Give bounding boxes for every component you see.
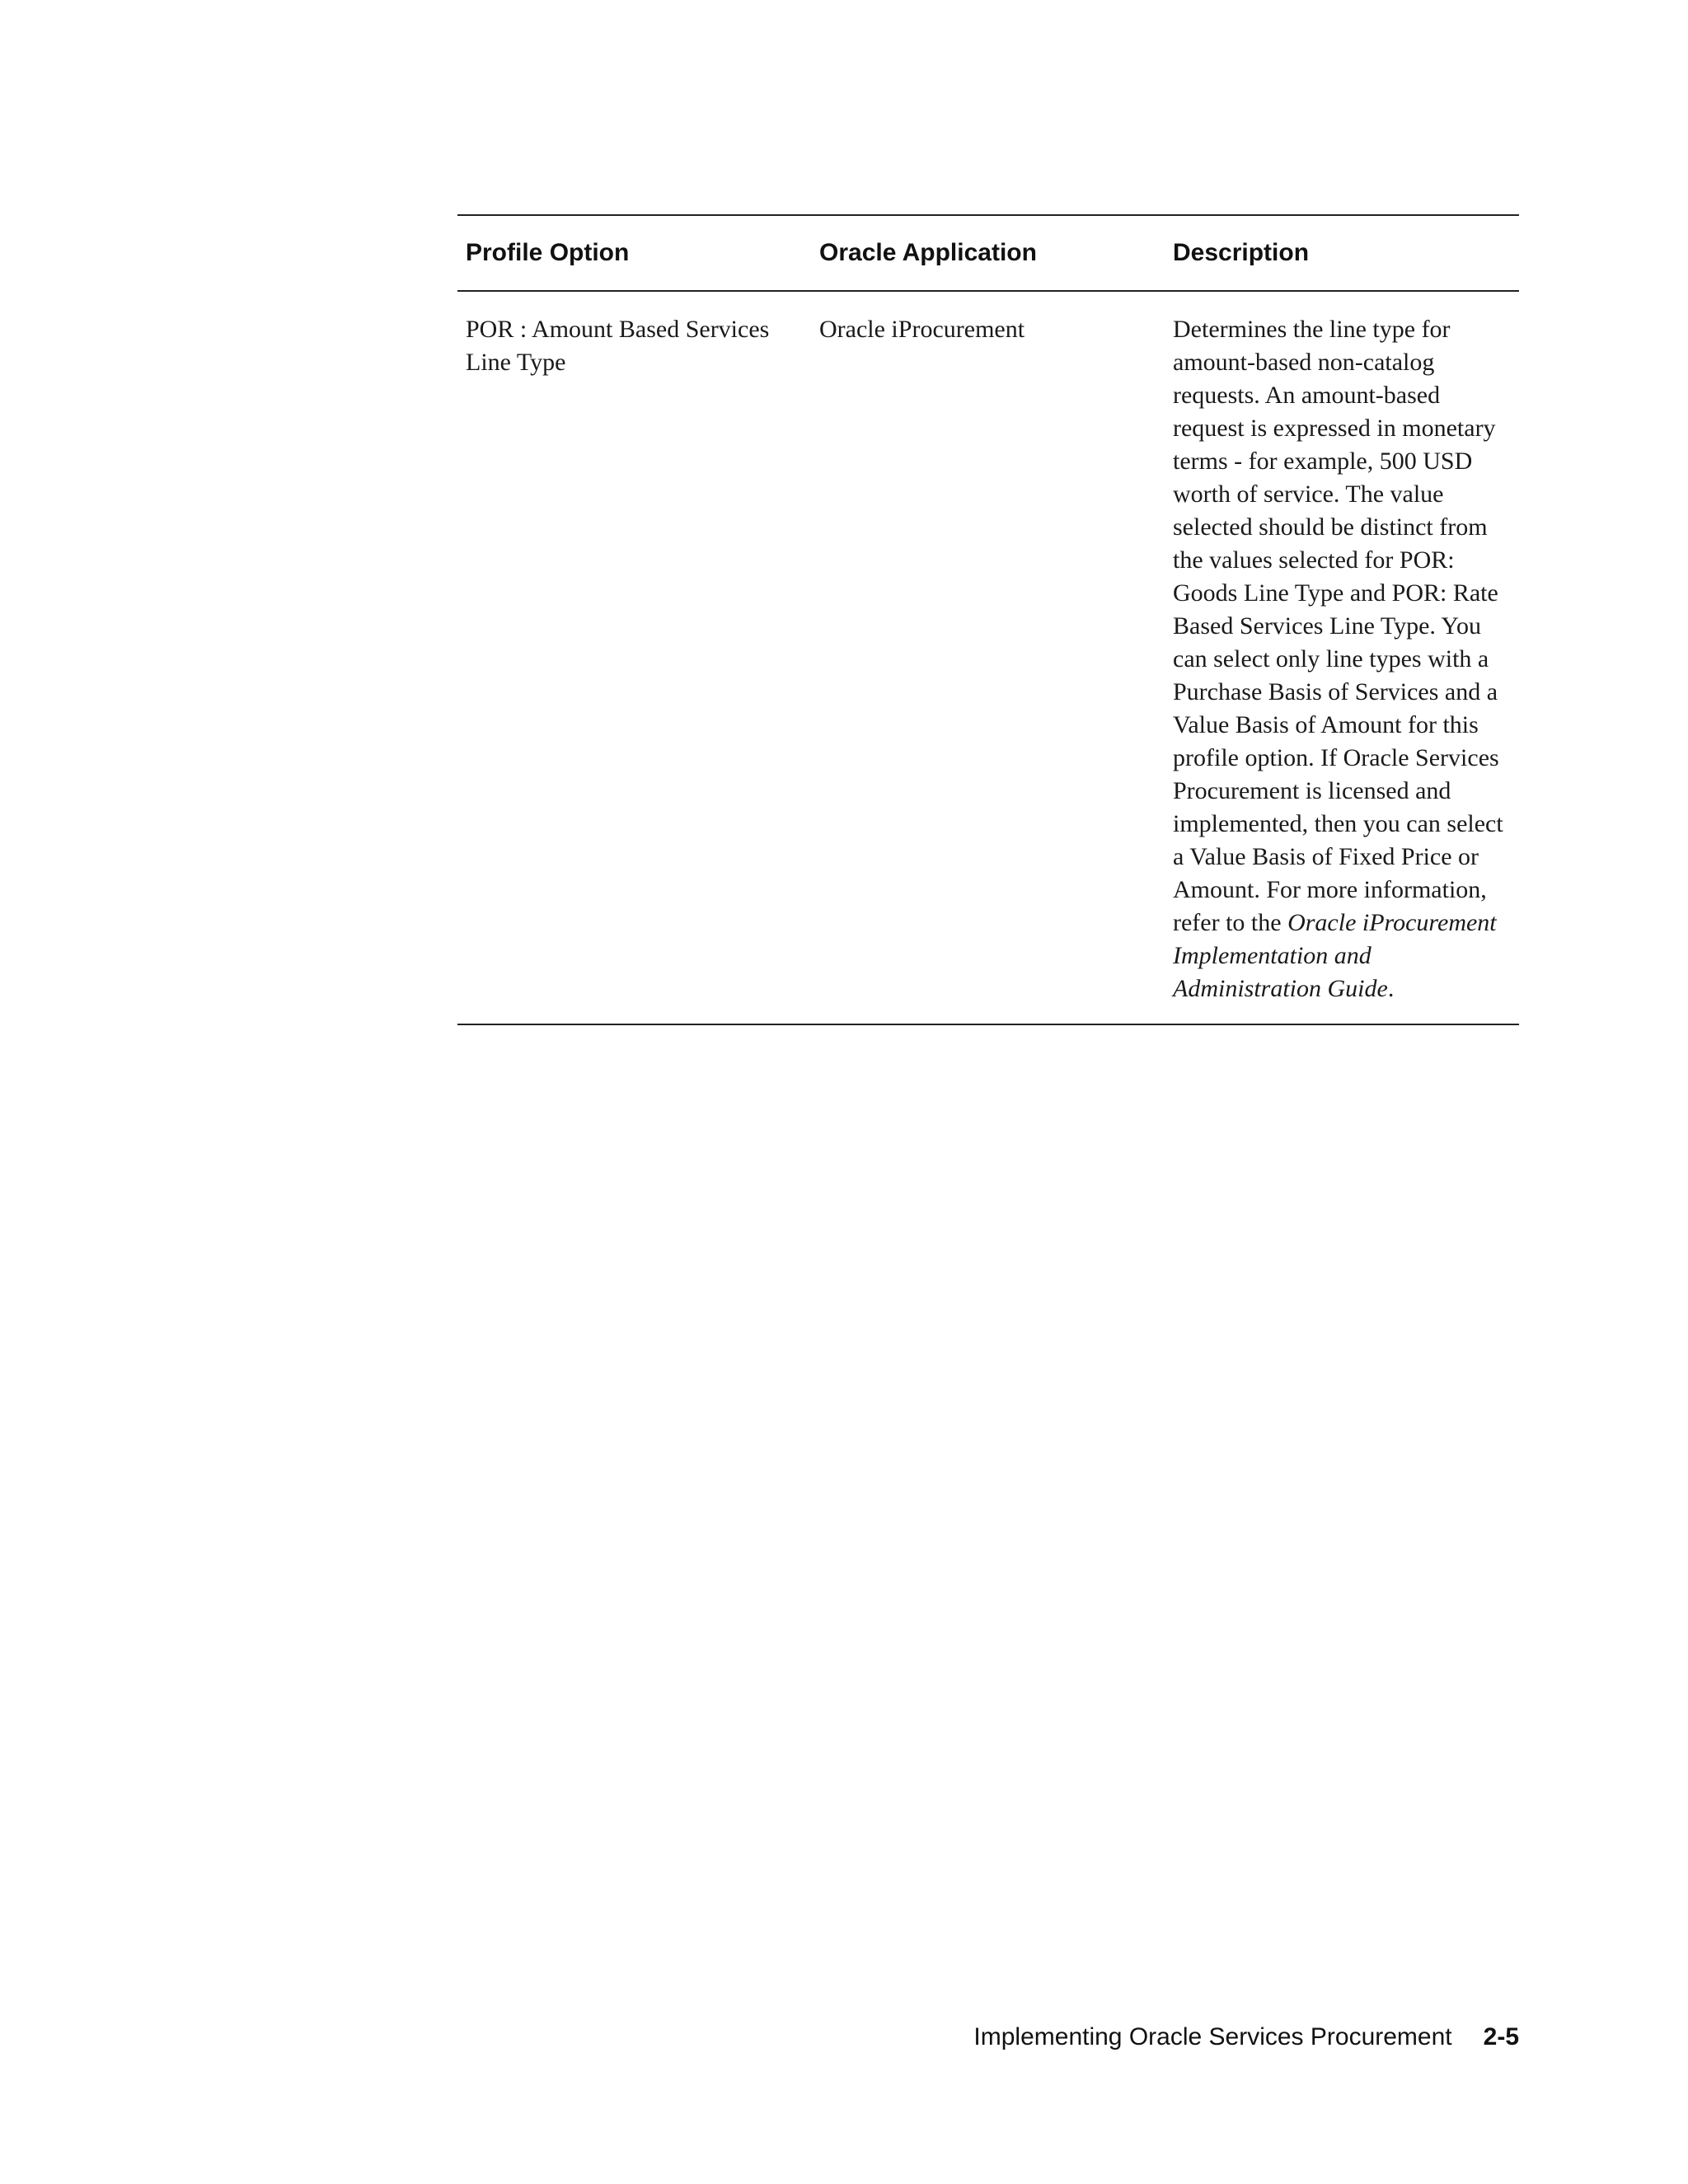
description-end: .	[1387, 975, 1395, 1002]
profile-options-table	[457, 214, 1519, 1025]
table-row	[457, 292, 1519, 1024]
cell-oracle-application: Oracle iProcurement	[819, 316, 1025, 343]
header-profile-option: Profile Option	[466, 239, 630, 266]
description-guide-reference: Oracle iProcurement Implementation and Administration Guide	[1173, 909, 1497, 1002]
description-text: Determines the line type for amount-based non-catalog requests. An amount-based request is expressed in monetary terms - for example, 500 USD worth of service. The value selected should be distinct from the values selected for POR: Goods Line Type and POR: Rate Based Services Line Type. You can select only line types with a Purchase Basis of Services and a Value Basis of Amount for this profile option. If Oracle Services Procurement is licensed and implemented, then you can select a Value Basis of Fixed Price or Amount. For more information, refer to the	[1173, 316, 1503, 936]
cell-description	[1165, 313, 1519, 1005]
page-footer	[973, 2023, 1519, 2051]
header-description: Description	[1173, 239, 1310, 266]
footer-title: Implementing Oracle Services Procurement	[973, 2023, 1452, 2050]
header-oracle-application: Oracle Application	[819, 239, 1037, 266]
cell-profile-option: POR : Amount Based Services Line Type	[466, 316, 770, 376]
page-number: 2-5	[1483, 2023, 1519, 2050]
table-header-row	[457, 216, 1519, 292]
table-bottom-rule	[457, 1024, 1519, 1025]
